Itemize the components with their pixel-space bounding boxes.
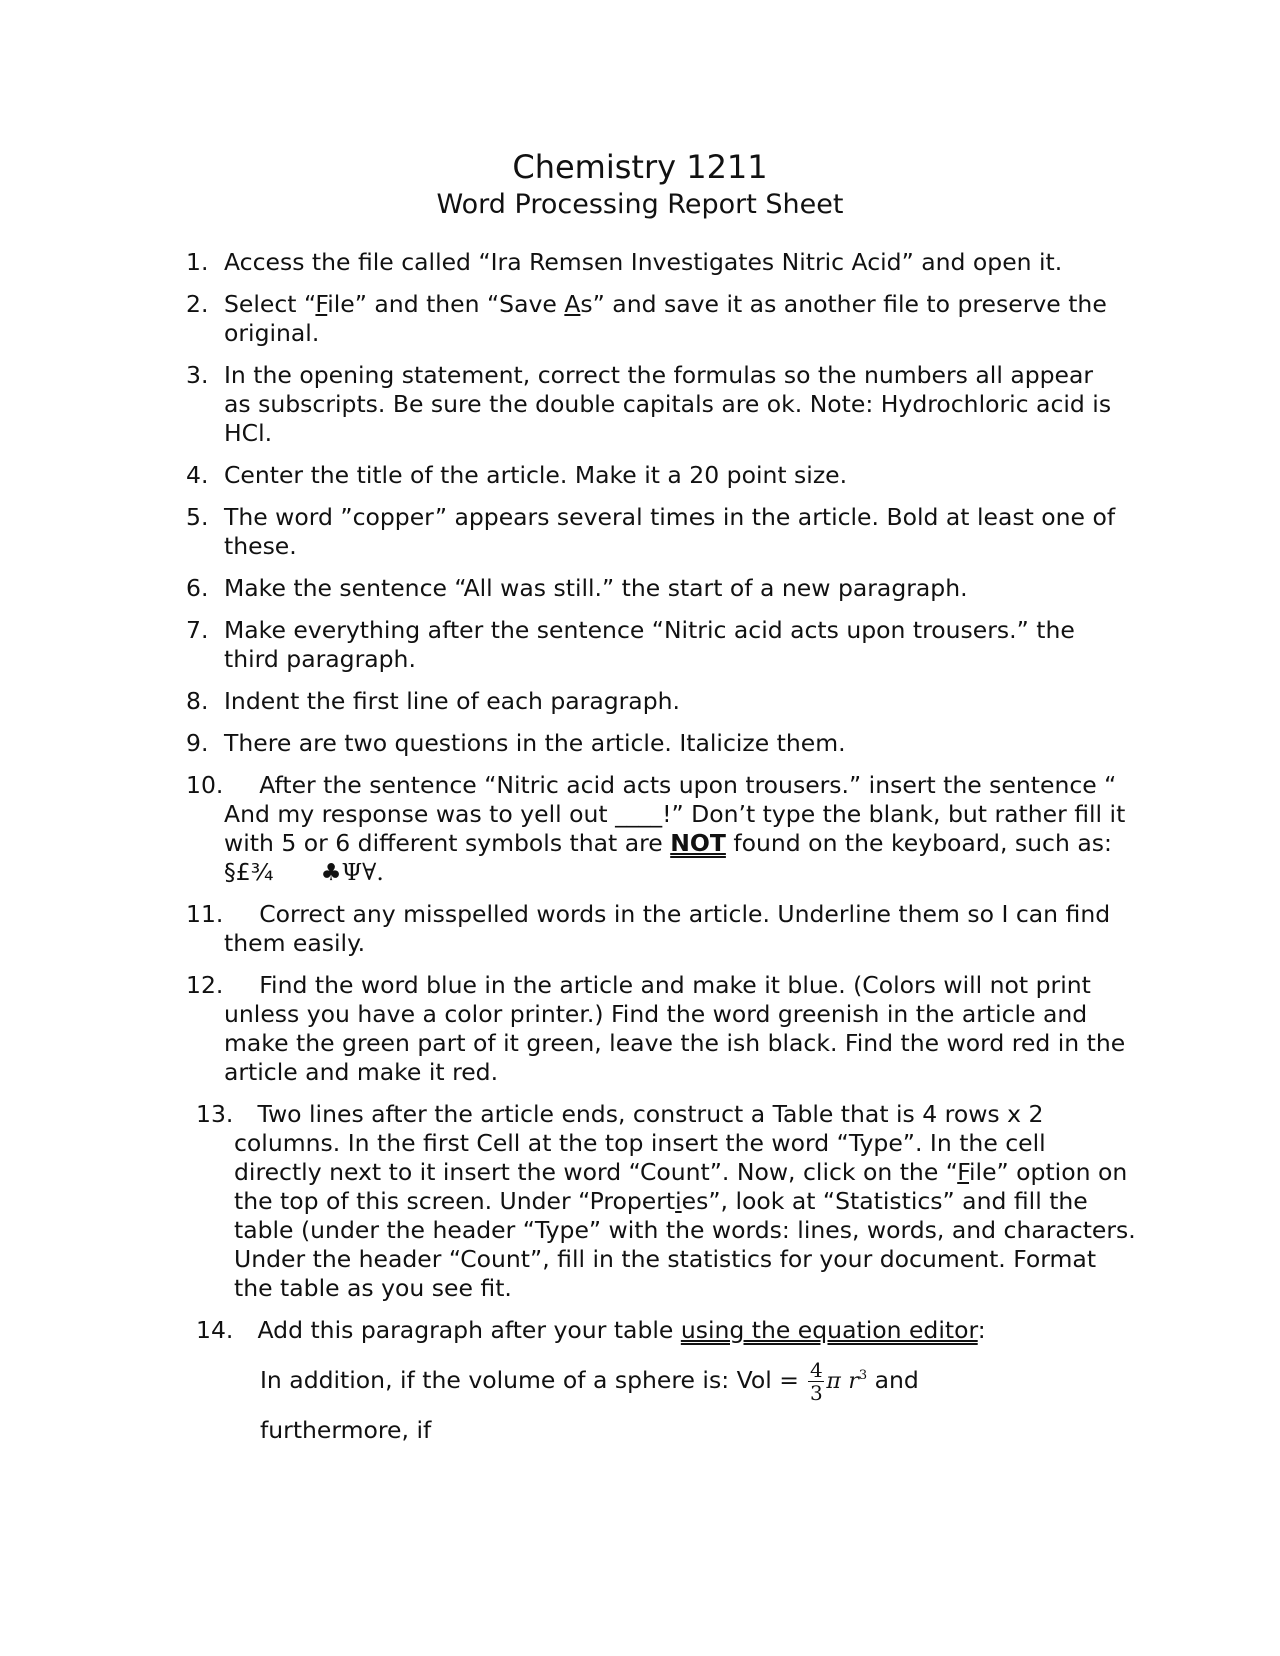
list-item bbox=[186, 290, 1126, 348]
item-text: Add this paragraph after your table using the equation editor: bbox=[257, 1316, 986, 1344]
list-item bbox=[186, 461, 1126, 490]
list-item bbox=[186, 687, 1126, 716]
item-text: Indent the first line of each paragraph. bbox=[224, 687, 680, 715]
item-text: Find the word blue in the article and make it blue. (Colors will not print unless you have a color printer.) Find the word greenish in the article and make the green part of it green, leave the ish black. Find the word red in the article and make it red. bbox=[224, 971, 1126, 1086]
list-item bbox=[186, 574, 1126, 603]
item-number: 8. bbox=[186, 687, 209, 715]
item-number: 4. bbox=[186, 461, 209, 489]
item-text: Make everything after the sentence “Nitric acid acts upon trousers.” the third paragraph. bbox=[224, 616, 1075, 673]
item-number: 10. bbox=[186, 771, 224, 799]
equation-paragraph: In addition, if the volume of a sphere is: Vol = $\frac{4}{3}$ π $r^3$ and furthermore, if bbox=[260, 1358, 919, 1444]
list-item bbox=[186, 361, 1126, 448]
item-number: 14. bbox=[196, 1316, 234, 1344]
list-item bbox=[186, 771, 1126, 887]
item-text: In the opening statement, correct the formulas so the numbers all appear as subscripts. Be sure the double capitals are ok. Note: Hydrochloric acid is HCl. bbox=[224, 361, 1112, 447]
list-item bbox=[196, 1316, 1136, 1445]
item-number: 6. bbox=[186, 574, 209, 602]
instruction-list bbox=[186, 248, 1136, 1458]
item-text: The word ”copper” appears several times in the article. Bold at least one of these. bbox=[224, 503, 1116, 560]
symbol-examples: ♣Ψ∀. bbox=[320, 858, 384, 886]
item-text: Correct any misspelled words in the article. Underline them so I can find them easily. bbox=[224, 900, 1111, 957]
page-subtitle: Word Processing Report Sheet bbox=[436, 189, 844, 220]
item-number: 9. bbox=[186, 729, 209, 757]
page-title: Chemistry 1211 bbox=[512, 148, 768, 186]
item-number: 11. bbox=[186, 900, 224, 928]
item-number: 13. bbox=[196, 1100, 234, 1128]
fraction: $\frac{4}{3}$ bbox=[810, 1358, 823, 1405]
item-number: 7. bbox=[186, 616, 209, 644]
item-text: There are two questions in the article. Italicize them. bbox=[224, 729, 846, 757]
not-emphasis: NOT bbox=[670, 829, 726, 857]
item-number: 2. bbox=[186, 290, 209, 318]
list-item bbox=[186, 729, 1126, 758]
item-number: 1. bbox=[186, 248, 209, 276]
list-item bbox=[196, 1100, 1136, 1303]
list-item bbox=[186, 616, 1126, 674]
list-item bbox=[186, 971, 1126, 1087]
item-text: Make the sentence “All was still.” the start of a new paragraph. bbox=[224, 574, 968, 602]
item-text: Select “File” and then “Save As” and save it as another file to preserve the original. bbox=[224, 290, 1107, 347]
item-number: 12. bbox=[186, 971, 224, 999]
list-item bbox=[186, 248, 1126, 277]
item-text: After the sentence “Nitric acid acts upon trousers.” insert the sentence “ And my response was to yell out ____!” Don’t type the blank, but rather fill it with 5 or 6 different symbols that are NOT found on the keyboard, such as: §£¾ ♣Ψ∀. bbox=[224, 771, 1126, 886]
item-number: 3. bbox=[186, 361, 209, 389]
item-text: Center the title of the article. Make it a 20 point size. bbox=[224, 461, 848, 489]
list-item bbox=[186, 900, 1126, 958]
item-text: Access the file called “Ira Remsen Investigates Nitric Acid” and open it. bbox=[224, 248, 1063, 276]
item-number: 5. bbox=[186, 503, 209, 531]
item-text: Two lines after the article ends, construct a Table that is 4 rows x 2 columns. In the first Cell at the top insert the word “Type”. In the cell directly next to it insert the word “Count”. Now, click on the “File” option on the top of this screen. Under “Properties”, look at “Statistics” and fill the table (under the header “Type” with the words: lines, words, and characters. Under the header “Count”, fill in the statistics for your document. Format the table as you see fit. bbox=[234, 1100, 1136, 1302]
list-item bbox=[186, 503, 1126, 561]
equation-editor-link: using the equation editor bbox=[680, 1316, 978, 1344]
